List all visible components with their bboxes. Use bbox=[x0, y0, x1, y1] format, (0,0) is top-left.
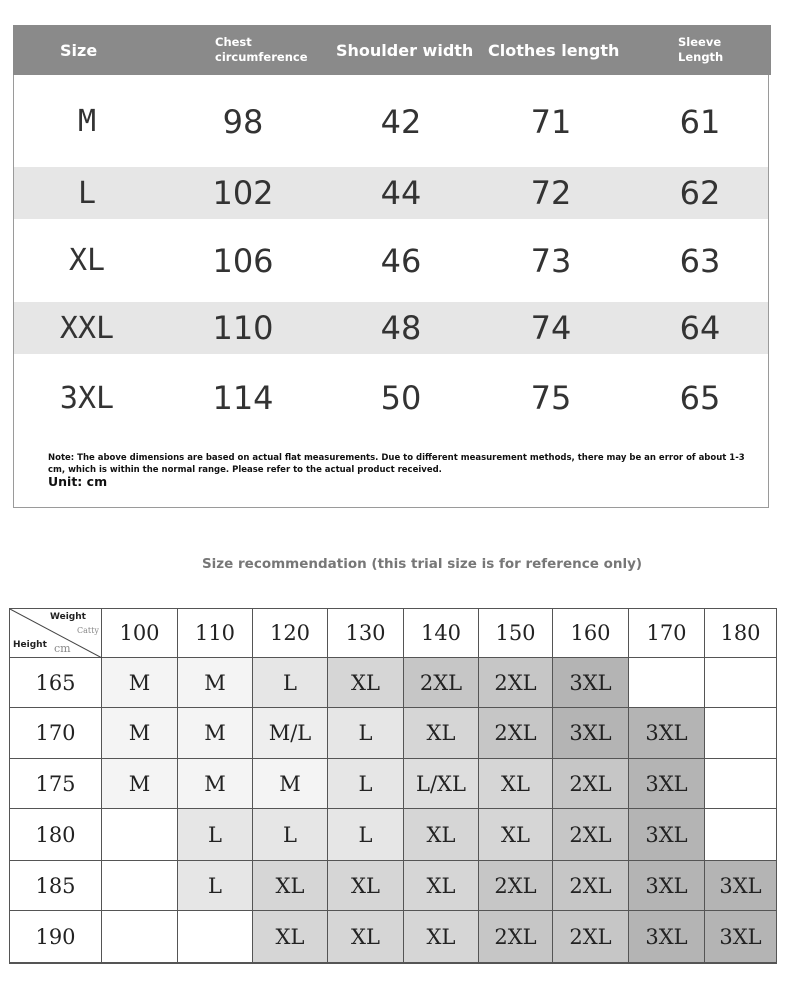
size-cell-shoulder: 44 bbox=[380, 174, 422, 212]
size-recommendation-cell bbox=[705, 658, 777, 708]
header-shoulder: Shoulder width bbox=[336, 40, 474, 60]
height-label: 185 bbox=[10, 861, 102, 911]
height-label: 190 bbox=[10, 911, 102, 963]
size-recommendation-cell bbox=[102, 861, 178, 911]
size-recommendation-cell: 3XL bbox=[629, 911, 705, 963]
size-cell-length: 72 bbox=[530, 174, 572, 212]
corner-catty: Catty bbox=[77, 626, 99, 635]
header-size: Size bbox=[60, 40, 98, 60]
size-cell-size: 3XL bbox=[59, 380, 115, 416]
weight-header: 150 bbox=[479, 609, 553, 658]
corner-weight: Weight bbox=[50, 612, 86, 622]
size-recommendation-cell bbox=[705, 809, 777, 861]
size-recommendation-cell: XL bbox=[253, 911, 328, 963]
size-cell-size: XL bbox=[68, 243, 106, 278]
header-chest: Chest circumference bbox=[215, 35, 308, 64]
size-recommendation-cell bbox=[102, 911, 178, 963]
size-recommendation-cell: M bbox=[178, 658, 253, 708]
size-cell-chest: 110 bbox=[212, 309, 274, 347]
size-recommendation-cell: L bbox=[328, 809, 404, 861]
header-length: Clothes length bbox=[488, 40, 620, 60]
size-recommendation-cell: M bbox=[178, 759, 253, 809]
header-sleeve: Sleeve Length bbox=[678, 35, 724, 64]
size-recommendation-cell: 2XL bbox=[479, 911, 553, 963]
size-row bbox=[14, 219, 768, 302]
size-recommendation-cell: 3XL bbox=[705, 861, 777, 911]
weight-header: 100 bbox=[102, 609, 178, 658]
size-recommendation-cell: 2XL bbox=[553, 809, 629, 861]
size-recommendation-cell bbox=[629, 658, 705, 708]
size-recommendation-cell: XL bbox=[253, 861, 328, 911]
weight-header: 170 bbox=[629, 609, 705, 658]
size-row bbox=[14, 302, 768, 354]
size-recommendation-cell: XL bbox=[404, 809, 479, 861]
size-recommendation-cell: XL bbox=[404, 861, 479, 911]
weight-header: 160 bbox=[553, 609, 629, 658]
size-recommendation-cell: L bbox=[253, 809, 328, 861]
size-unit: Unit: cm bbox=[48, 474, 108, 489]
height-label: 165 bbox=[10, 658, 102, 708]
size-cell-sleeve: 63 bbox=[679, 241, 721, 280]
size-recommendation-cell: M bbox=[102, 759, 178, 809]
weight-header: 180 bbox=[705, 609, 777, 658]
size-recommendation-cell: L bbox=[178, 809, 253, 861]
weight-header: 120 bbox=[253, 609, 328, 658]
weight-header: 140 bbox=[404, 609, 479, 658]
size-recommendation-cell: XL bbox=[479, 809, 553, 861]
size-recommendation-cell: L bbox=[328, 759, 404, 809]
size-recommendation-cell: L bbox=[253, 658, 328, 708]
table-corner bbox=[10, 609, 102, 658]
size-cell-shoulder: 50 bbox=[380, 379, 422, 417]
size-cell-length: 73 bbox=[530, 241, 572, 280]
size-chart-header bbox=[13, 25, 771, 75]
size-recommendation-cell: M bbox=[102, 708, 178, 759]
size-recommendation-cell: 3XL bbox=[629, 809, 705, 861]
size-cell-chest: 98 bbox=[222, 102, 264, 141]
corner-cm: cm bbox=[54, 642, 71, 655]
corner-height: Height bbox=[13, 640, 47, 650]
size-recommendation-cell: 2XL bbox=[479, 658, 553, 708]
size-recommendation-cell: 3XL bbox=[629, 708, 705, 759]
size-recommendation-cell: XL bbox=[479, 759, 553, 809]
size-cell-shoulder: 48 bbox=[380, 309, 422, 347]
size-recommendation-cell: M bbox=[178, 708, 253, 759]
size-recommendation-cell bbox=[705, 759, 777, 809]
size-cell-shoulder: 42 bbox=[380, 102, 422, 141]
size-recommendation-cell: 3XL bbox=[553, 658, 629, 708]
size-cell-sleeve: 62 bbox=[679, 174, 721, 212]
size-cell-length: 71 bbox=[530, 102, 572, 141]
size-recommendation-cell bbox=[178, 911, 253, 963]
size-cell-sleeve: 64 bbox=[679, 309, 721, 347]
size-recommendation-cell: 3XL bbox=[553, 708, 629, 759]
size-recommendation-cell: M bbox=[102, 658, 178, 708]
size-recommendation-cell: 2XL bbox=[553, 911, 629, 963]
size-recommendation-cell: XL bbox=[328, 861, 404, 911]
size-recommendation-cell: M bbox=[253, 759, 328, 809]
size-cell-shoulder: 46 bbox=[380, 241, 422, 280]
size-cell-chest: 102 bbox=[212, 174, 274, 212]
size-chart bbox=[13, 25, 769, 508]
size-recommendation-cell: 2XL bbox=[479, 861, 553, 911]
size-row bbox=[14, 76, 768, 167]
size-cell-chest: 106 bbox=[212, 241, 274, 280]
size-recommendation-cell: XL bbox=[328, 658, 404, 708]
size-recommendation-cell: 2XL bbox=[479, 708, 553, 759]
size-cell-size: M bbox=[77, 104, 97, 139]
size-recommendation-cell: L bbox=[328, 708, 404, 759]
size-cell-sleeve: 61 bbox=[679, 102, 721, 141]
weight-header: 110 bbox=[178, 609, 253, 658]
size-recommendation-cell: XL bbox=[404, 911, 479, 963]
weight-header: 130 bbox=[328, 609, 404, 658]
size-recommendation-cell: XL bbox=[328, 911, 404, 963]
size-recommendation-cell: M/L bbox=[253, 708, 328, 759]
size-cell-size: L bbox=[77, 175, 97, 211]
size-recommendation-cell: XL bbox=[404, 708, 479, 759]
size-row bbox=[14, 354, 768, 442]
size-recommendation-cell bbox=[705, 708, 777, 759]
recommendation-title: Size recommendation (this trial size is for reference only) bbox=[201, 556, 643, 572]
size-recommendation-cell bbox=[102, 809, 178, 861]
size-recommendation-cell: 2XL bbox=[404, 658, 479, 708]
height-label: 175 bbox=[10, 759, 102, 809]
size-recommendation-cell: 3XL bbox=[629, 861, 705, 911]
height-label: 170 bbox=[10, 708, 102, 759]
size-recommendation-cell: 2XL bbox=[553, 759, 629, 809]
size-note: Note: The above dimensions are based on actual flat measurements. Due to different measurement methods, there may be an error of about 1-3 cm, which is within the normal range. Please refer to the actual product received. bbox=[48, 453, 745, 475]
size-recommendation-cell: 3XL bbox=[629, 759, 705, 809]
size-cell-length: 75 bbox=[530, 379, 572, 417]
size-cell-chest: 114 bbox=[212, 379, 274, 417]
size-row bbox=[14, 167, 768, 219]
size-recommendation-cell: 3XL bbox=[705, 911, 777, 963]
size-recommendation-cell: L bbox=[178, 861, 253, 911]
size-cell-sleeve: 65 bbox=[679, 379, 721, 417]
size-cell-size: XXL bbox=[59, 310, 115, 346]
size-cell-length: 74 bbox=[530, 309, 572, 347]
size-recommendation-cell: L/XL bbox=[404, 759, 479, 809]
recommendation-table bbox=[9, 608, 777, 964]
height-label: 180 bbox=[10, 809, 102, 861]
size-recommendation-cell: 2XL bbox=[553, 861, 629, 911]
